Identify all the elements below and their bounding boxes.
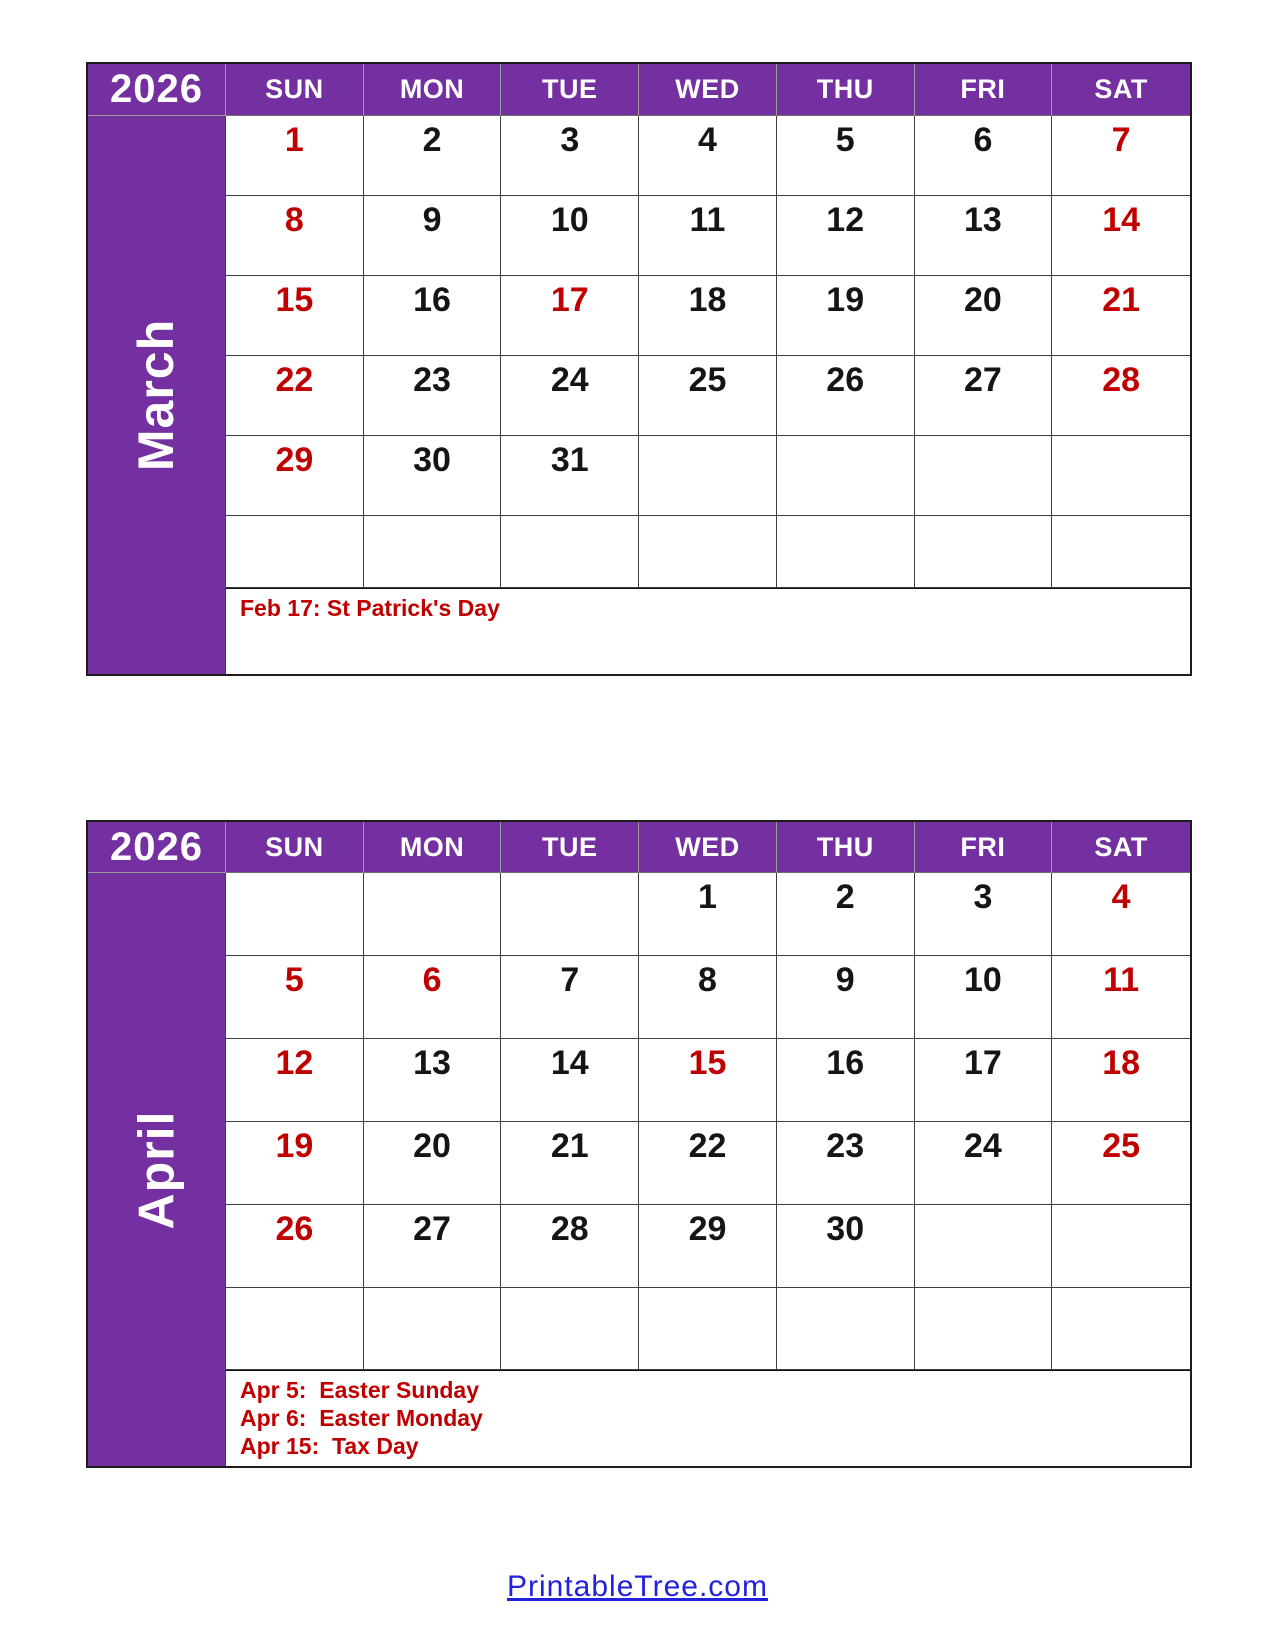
empty-date-cell [226, 1288, 364, 1370]
holiday-notes [226, 588, 1190, 674]
day-header-mon: MON [364, 822, 502, 873]
empty-date-cell [777, 1288, 915, 1370]
date-april-23: 23 [777, 1122, 915, 1205]
empty-date-cell [501, 1288, 639, 1370]
date-march-31: 31 [501, 436, 639, 516]
empty-date-cell [1052, 1205, 1190, 1288]
holiday-note: Apr 6: Easter Monday [240, 1405, 483, 1432]
empty-date-cell [501, 516, 639, 588]
year-label: 2026 [88, 64, 226, 116]
day-header-wed: WED [639, 64, 777, 116]
month-sidebar [88, 116, 226, 674]
date-april-29: 29 [639, 1205, 777, 1288]
date-april-19: 19 [226, 1122, 364, 1205]
date-april-9: 9 [777, 956, 915, 1039]
date-march-6: 6 [915, 116, 1053, 196]
date-april-4: 4 [1052, 873, 1190, 956]
day-header-thu: THU [777, 822, 915, 873]
date-april-7: 7 [501, 956, 639, 1039]
date-march-9: 9 [364, 196, 502, 276]
date-april-27: 27 [364, 1205, 502, 1288]
date-march-17: 17 [501, 276, 639, 356]
day-header-mon: MON [364, 64, 502, 116]
date-march-16: 16 [364, 276, 502, 356]
date-march-20: 20 [915, 276, 1053, 356]
empty-date-cell [364, 516, 502, 588]
year-label: 2026 [88, 822, 226, 873]
date-march-10: 10 [501, 196, 639, 276]
date-april-12: 12 [226, 1039, 364, 1122]
date-march-29: 29 [226, 436, 364, 516]
day-header-tue: TUE [501, 822, 639, 873]
footer [0, 1570, 1275, 1604]
empty-date-cell [777, 436, 915, 516]
date-march-13: 13 [915, 196, 1053, 276]
holiday-note: Apr 15: Tax Day [240, 1433, 419, 1460]
date-april-28: 28 [501, 1205, 639, 1288]
empty-date-cell [501, 873, 639, 956]
date-march-15: 15 [226, 276, 364, 356]
day-header-fri: FRI [915, 822, 1053, 873]
date-april-8: 8 [639, 956, 777, 1039]
empty-date-cell [639, 1288, 777, 1370]
date-april-26: 26 [226, 1205, 364, 1288]
month-label: March [128, 318, 185, 472]
date-march-25: 25 [639, 356, 777, 436]
date-march-18: 18 [639, 276, 777, 356]
date-march-2: 2 [364, 116, 502, 196]
date-april-13: 13 [364, 1039, 502, 1122]
date-april-2: 2 [777, 873, 915, 956]
date-april-11: 11 [1052, 956, 1190, 1039]
date-april-3: 3 [915, 873, 1053, 956]
date-april-5: 5 [226, 956, 364, 1039]
date-march-26: 26 [777, 356, 915, 436]
date-april-15: 15 [639, 1039, 777, 1122]
day-header-fri: FRI [915, 64, 1053, 116]
date-april-18: 18 [1052, 1039, 1190, 1122]
holiday-note: Apr 5: Easter Sunday [240, 1377, 480, 1403]
date-april-1: 1 [639, 873, 777, 956]
date-april-21: 21 [501, 1122, 639, 1205]
empty-date-cell [226, 873, 364, 956]
date-march-8: 8 [226, 196, 364, 276]
date-march-7: 7 [1052, 116, 1190, 196]
date-april-14: 14 [501, 1039, 639, 1122]
date-april-16: 16 [777, 1039, 915, 1122]
date-march-21: 21 [1052, 276, 1190, 356]
date-march-1: 1 [226, 116, 364, 196]
date-march-23: 23 [364, 356, 502, 436]
date-march-14: 14 [1052, 196, 1190, 276]
date-march-3: 3 [501, 116, 639, 196]
date-march-24: 24 [501, 356, 639, 436]
holiday-notes [226, 1370, 1190, 1466]
date-april-22: 22 [639, 1122, 777, 1205]
date-march-28: 28 [1052, 356, 1190, 436]
printabletree-link[interactable]: PrintableTree.com [507, 1570, 768, 1603]
day-header-thu: THU [777, 64, 915, 116]
calendar-march-2026 [86, 62, 1192, 676]
empty-date-cell [915, 1288, 1053, 1370]
date-april-20: 20 [364, 1122, 502, 1205]
month-label: April [128, 1110, 185, 1229]
month-sidebar [88, 873, 226, 1466]
holiday-note: Feb 17: St Patrick's Day [240, 595, 500, 621]
empty-date-cell [1052, 516, 1190, 588]
date-april-25: 25 [1052, 1122, 1190, 1205]
empty-date-cell [777, 516, 915, 588]
date-april-6: 6 [364, 956, 502, 1039]
calendar-april-2026 [86, 820, 1192, 1468]
day-header-sat: SAT [1052, 64, 1190, 116]
date-april-30: 30 [777, 1205, 915, 1288]
date-april-10: 10 [915, 956, 1053, 1039]
empty-date-cell [915, 1205, 1053, 1288]
date-march-19: 19 [777, 276, 915, 356]
day-header-sat: SAT [1052, 822, 1190, 873]
empty-date-cell [915, 436, 1053, 516]
date-march-5: 5 [777, 116, 915, 196]
date-march-4: 4 [639, 116, 777, 196]
empty-date-cell [915, 516, 1053, 588]
empty-date-cell [364, 1288, 502, 1370]
day-header-sun: SUN [226, 64, 364, 116]
empty-date-cell [639, 516, 777, 588]
empty-date-cell [1052, 436, 1190, 516]
date-march-27: 27 [915, 356, 1053, 436]
date-march-22: 22 [226, 356, 364, 436]
date-march-30: 30 [364, 436, 502, 516]
date-march-12: 12 [777, 196, 915, 276]
date-april-24: 24 [915, 1122, 1053, 1205]
date-april-17: 17 [915, 1039, 1053, 1122]
day-header-sun: SUN [226, 822, 364, 873]
empty-date-cell [1052, 1288, 1190, 1370]
day-header-tue: TUE [501, 64, 639, 116]
empty-date-cell [364, 873, 502, 956]
empty-date-cell [639, 436, 777, 516]
date-march-11: 11 [639, 196, 777, 276]
day-header-wed: WED [639, 822, 777, 873]
empty-date-cell [226, 516, 364, 588]
